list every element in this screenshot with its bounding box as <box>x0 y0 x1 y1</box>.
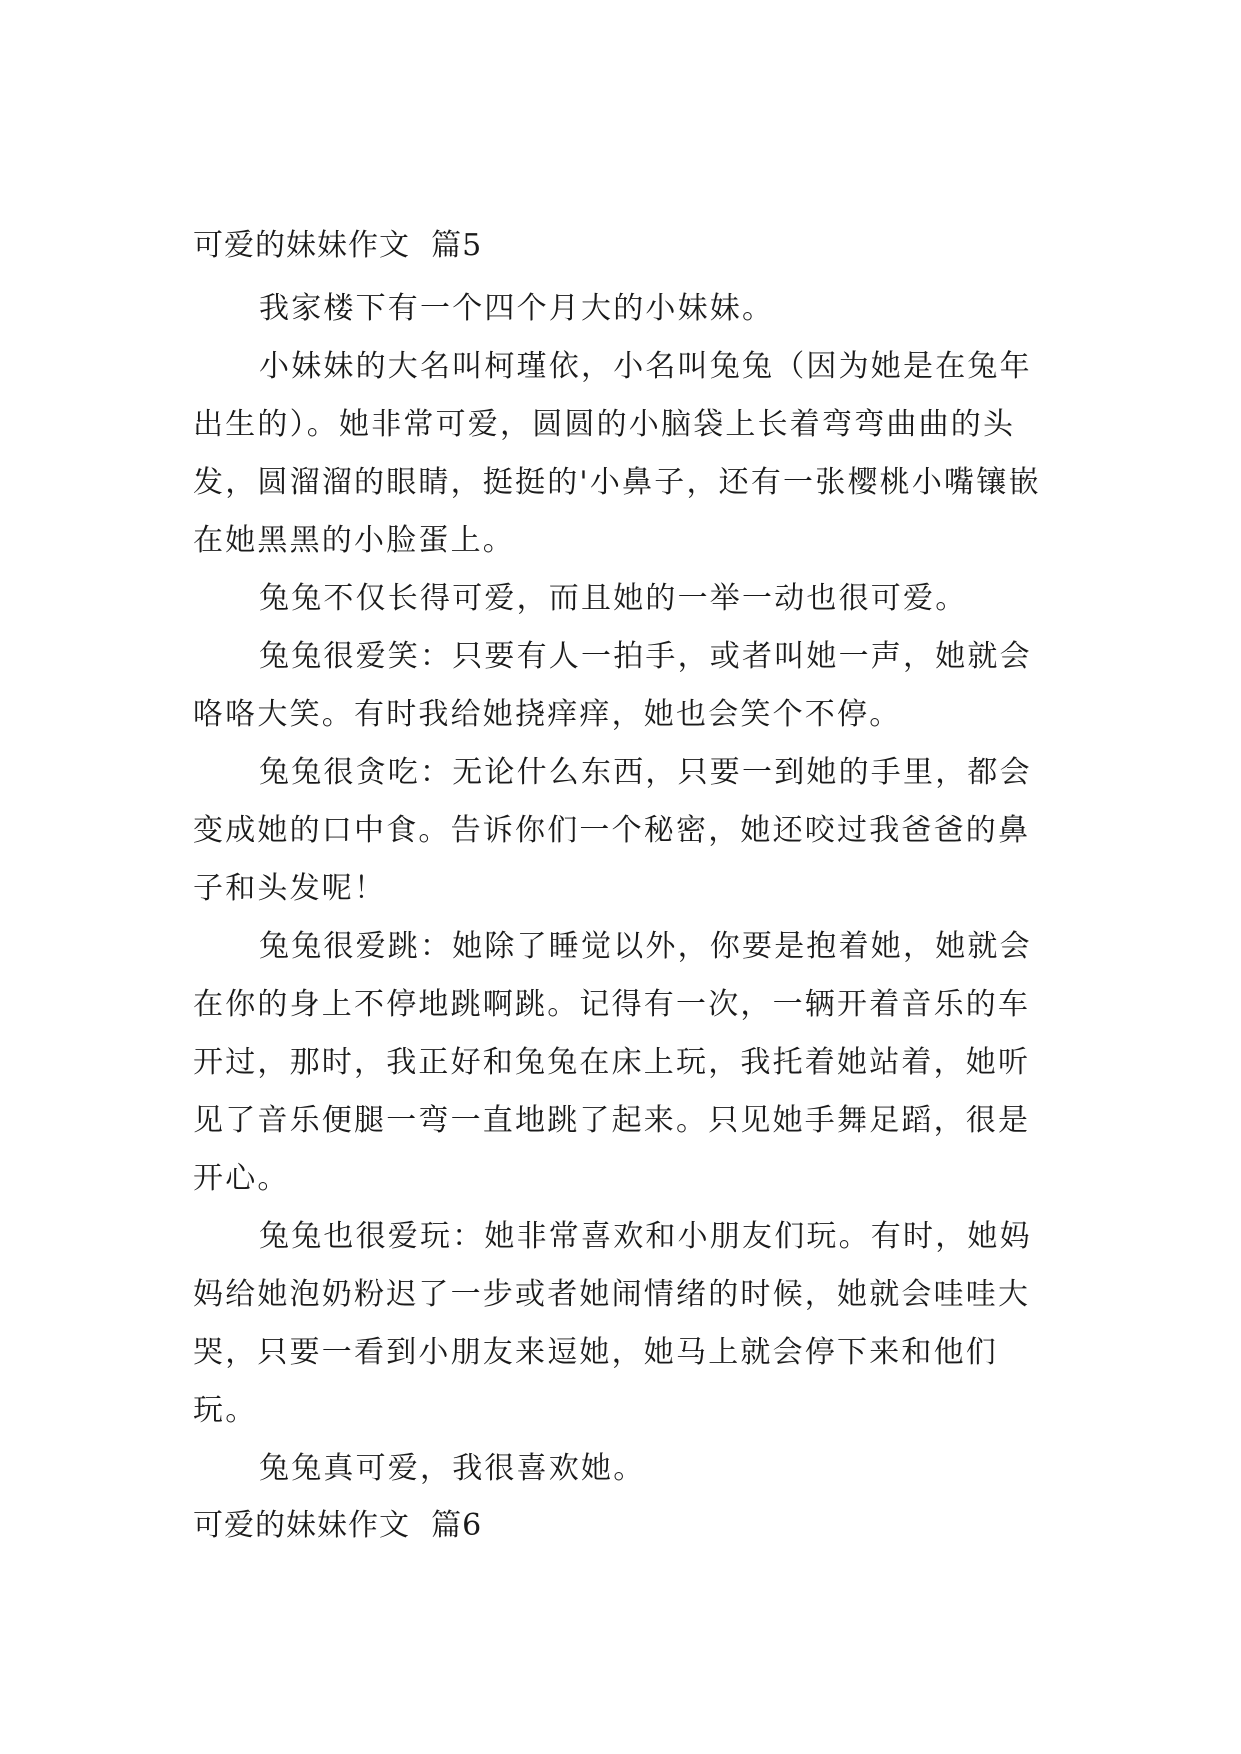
section-title: 可爱的妹妹作文 <box>193 1508 410 1543</box>
essay-body <box>193 280 1053 1498</box>
section-title: 可爱的妹妹作文 <box>193 228 410 263</box>
paragraph: 我家楼下有一个四个月大的小妹妹。 <box>259 291 775 326</box>
section-heading-6 <box>193 1506 482 1546</box>
section-heading-5 <box>193 226 482 266</box>
paragraph: 兔兔很爱笑：只要有人一拍手，或者叫她一声，她就会咯咯大笑。有时我给她挠痒痒，她也会笑个不停。 <box>193 639 1032 732</box>
paragraph: 兔兔很贪吃：无论什么东西，只要一到她的手里，都会变成她的口中食。告诉你们一个秘密，她还咬过我爸爸的鼻子和头发呢！ <box>193 755 1032 906</box>
paragraph: 兔兔也很爱玩：她非常喜欢和小朋友们玩。有时，她妈妈给她泡奶粉迟了一步或者她闹情绪的时候，她就会哇哇大哭，只要一看到小朋友来逗她，她马上就会停下来和他们玩。 <box>193 1219 1032 1428</box>
paragraph: 兔兔很爱跳：她除了睡觉以外，你要是抱着她，她就会在你的身上不停地跳啊跳。记得有一次，一辆开着音乐的车开过，那时，我正好和兔兔在床上玩，我托着她站着，她听见了音乐便腿一弯一直地跳了起来。只见她手舞足蹈，很是开心。 <box>193 929 1032 1196</box>
paragraph: 兔兔真可爱，我很喜欢她。 <box>259 1451 646 1486</box>
paragraph: 兔兔不仅长得可爱，而且她的一举一动也很可爱。 <box>259 581 968 616</box>
section-number: 篇6 <box>431 1508 483 1543</box>
section-number: 篇5 <box>431 228 483 263</box>
paragraph: 小妹妹的大名叫柯瑾依，小名叫兔兔（因为她是在兔年出生的）。她非常可爱，圆圆的小脑袋上长着弯弯曲曲的头发，圆溜溜的眼睛，挺挺的'小鼻子，还有一张樱桃小嘴镶嵌在她黑黑的小脸蛋上。 <box>193 349 1041 558</box>
